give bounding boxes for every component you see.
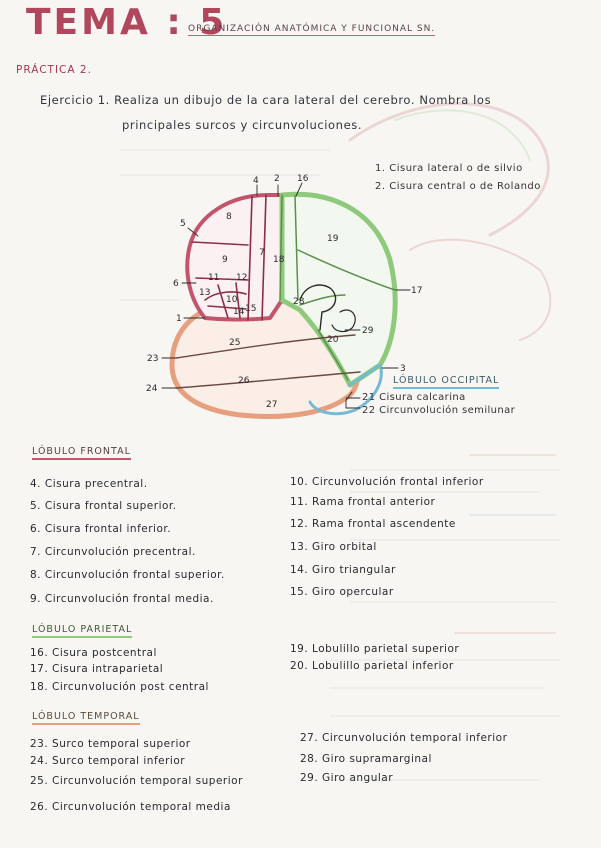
legend-text: Cisura lateral o de silvio <box>389 163 523 174</box>
item-number: 5. <box>30 500 42 512</box>
figure-number: 17 <box>411 286 423 296</box>
page-subtitle: ORGANIZACIÓN ANATÓMICA Y FUNCIONAL SN. <box>188 24 436 34</box>
list-item <box>290 586 394 598</box>
figure-number: 20 <box>327 335 339 345</box>
item-text: Cisura precentral. <box>44 478 148 490</box>
parietal-lobe-heading: LÓBULO PARIETAL <box>32 624 132 638</box>
temporal-lobe-heading: LÓBULO TEMPORAL <box>32 711 140 725</box>
exercise-statement-line1: Ejercicio 1. Realiza un dibujo de la cara lateral del cerebro. Nombra los <box>40 93 492 107</box>
figure-number: 11 <box>208 273 220 283</box>
list-item <box>30 647 157 659</box>
list-item <box>290 564 396 576</box>
figure-number: 19 <box>327 234 339 244</box>
item-number: 29. <box>300 772 319 784</box>
occipital-text: Circunvolución semilunar <box>379 405 516 416</box>
item-text: Cisura postcentral <box>52 647 157 659</box>
list-item <box>30 500 177 512</box>
list-item <box>290 541 377 553</box>
figure-number: 18 <box>273 255 285 265</box>
list-item <box>290 643 459 655</box>
item-text: Rama frontal ascendente <box>312 518 456 530</box>
item-number: 6. <box>30 523 42 535</box>
occipital-number: 21 <box>362 392 376 403</box>
practica-label: PRÁCTICA 2. <box>16 64 92 76</box>
item-text: Circunvolución temporal inferior <box>322 732 508 744</box>
item-number: 20. <box>290 660 309 672</box>
legend-number: 2. <box>375 181 386 192</box>
item-text: Lobulillo parietal superior <box>312 643 460 655</box>
item-number: 18. <box>30 681 49 693</box>
item-text: Surco temporal inferior <box>52 755 186 767</box>
list-item <box>30 663 163 675</box>
item-number: 24. <box>30 755 49 767</box>
item-number: 25. <box>30 775 49 787</box>
item-number: 16. <box>30 647 49 659</box>
list-item <box>30 593 214 605</box>
item-text: Cisura frontal superior. <box>44 500 177 512</box>
figure-number: 8 <box>226 212 232 222</box>
item-number: 28. <box>300 753 319 765</box>
item-text: Circunvolución frontal inferior <box>312 476 484 488</box>
occipital-lobe-heading: LÓBULO OCCIPITAL <box>393 375 499 389</box>
list-item <box>30 523 171 535</box>
figure-number: 28 <box>293 297 305 307</box>
item-text: Lobulillo parietal inferior <box>312 660 454 672</box>
figure-number: 23 <box>147 354 159 364</box>
item-number: 7. <box>30 546 42 558</box>
figure-number: 26 <box>238 376 250 386</box>
figure-number: 16 <box>297 174 309 184</box>
item-number: 17. <box>30 663 49 675</box>
legend-number: 1. <box>375 163 386 174</box>
item-number: 13. <box>290 541 309 553</box>
figure-number: 2 <box>274 174 280 184</box>
list-item <box>30 681 209 693</box>
item-text: Rama frontal anterior <box>312 496 436 508</box>
item-text: Cisura frontal inferior. <box>44 523 172 535</box>
figure-number: 7 <box>259 248 265 258</box>
item-text: Circunvolución frontal media. <box>44 593 214 605</box>
list-item <box>290 476 484 488</box>
list-item <box>30 738 191 750</box>
item-number: 14. <box>290 564 309 576</box>
item-number: 8. <box>30 569 42 581</box>
list-item <box>30 775 243 787</box>
occipital-item <box>362 392 466 403</box>
list-item <box>30 755 185 767</box>
figure-number: 4 <box>253 176 259 186</box>
figure-number: 27 <box>266 400 278 410</box>
list-item <box>300 772 393 784</box>
item-text: Giro triangular <box>312 564 396 576</box>
figure-number: 12 <box>236 273 248 283</box>
figure-number: 15 <box>245 304 257 314</box>
item-number: 9. <box>30 593 42 605</box>
list-item <box>290 518 456 530</box>
figure-number: 14 <box>233 307 245 317</box>
list-item <box>290 496 435 508</box>
figure-number: 5 <box>180 219 186 229</box>
occipital-text: Cisura calcarina <box>379 392 466 403</box>
figure-number: 1 <box>176 314 182 324</box>
item-text: Cisura intraparietal <box>52 663 164 675</box>
list-item <box>30 478 148 490</box>
figure-number: 29 <box>362 326 374 336</box>
list-item <box>300 753 432 765</box>
figure-number: 13 <box>199 288 211 298</box>
list-item <box>300 732 507 744</box>
list-item <box>290 660 454 672</box>
figure-number: 10 <box>226 295 238 305</box>
item-text: Circunvolución post central <box>52 681 209 693</box>
list-item <box>30 801 231 813</box>
legend-text: Cisura central o de Rolando <box>389 181 541 192</box>
item-number: 4. <box>30 478 42 490</box>
list-item <box>30 569 225 581</box>
item-text: Giro orbital <box>312 541 377 553</box>
item-number: 15. <box>290 586 309 598</box>
occipital-item <box>362 405 515 416</box>
figure-number: 6 <box>173 279 179 289</box>
item-text: Giro supramarginal <box>322 753 432 765</box>
item-number: 11. <box>290 496 309 508</box>
item-number: 27. <box>300 732 319 744</box>
page-title: TEMA : 5 <box>26 2 228 43</box>
figure-number: 3 <box>400 364 406 374</box>
list-item <box>30 546 196 558</box>
item-number: 26. <box>30 801 49 813</box>
item-number: 23. <box>30 738 49 750</box>
figure-number: 9 <box>222 255 228 265</box>
occipital-number: 22 <box>362 405 376 416</box>
item-text: Circunvolución precentral. <box>44 546 196 558</box>
item-text: Giro angular <box>322 772 394 784</box>
item-text: Surco temporal superior <box>52 738 191 750</box>
item-text: Circunvolución temporal superior <box>52 775 243 787</box>
item-number: 10. <box>290 476 309 488</box>
item-number: 19. <box>290 643 309 655</box>
item-text: Circunvolución temporal media <box>52 801 231 813</box>
item-number: 12. <box>290 518 309 530</box>
item-text: Giro opercular <box>312 586 394 598</box>
item-text: Circunvolución frontal superior. <box>44 569 225 581</box>
figure-number: 25 <box>229 338 241 348</box>
figure-number: 24 <box>146 384 158 394</box>
frontal-lobe-heading: LÓBULO FRONTAL <box>32 446 131 460</box>
exercise-statement-line2: principales surcos y circunvoluciones. <box>122 118 363 132</box>
